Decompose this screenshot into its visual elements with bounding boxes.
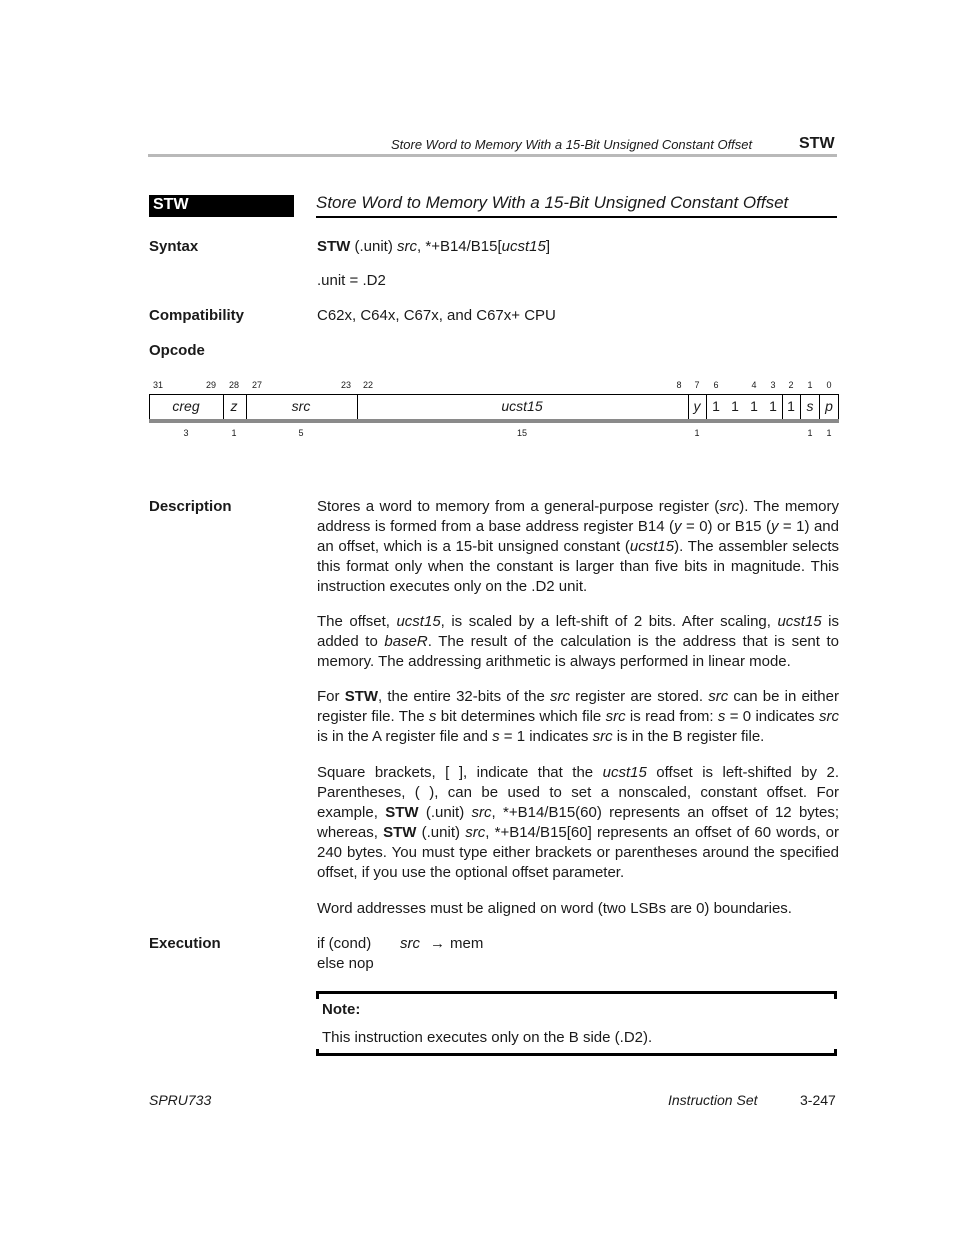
opcode-field-p: p bbox=[825, 398, 833, 414]
field-width: 1 bbox=[807, 428, 813, 438]
bit-number: 1 bbox=[807, 380, 813, 390]
arrow-icon: → bbox=[430, 935, 445, 952]
syntax-label: Syntax bbox=[149, 238, 199, 255]
note-title: Note: bbox=[322, 1001, 361, 1018]
compatibility-label: Compatibility bbox=[149, 307, 245, 324]
opcode-bottom-border bbox=[149, 419, 839, 423]
mnemonic-box bbox=[149, 195, 294, 217]
header-rule bbox=[148, 154, 837, 157]
syntax-unit-line: .unit = .D2 bbox=[317, 272, 386, 289]
execution-src: src bbox=[400, 935, 420, 952]
opcode-divider bbox=[223, 394, 224, 419]
note-bottom-rule bbox=[316, 1053, 837, 1056]
opcode-divider bbox=[246, 394, 247, 419]
field-width: 15 bbox=[516, 428, 528, 438]
opcode-field-z: z bbox=[230, 398, 238, 414]
note-corner bbox=[316, 1049, 319, 1056]
syntax-line bbox=[317, 238, 550, 255]
bit-number: 31 bbox=[152, 380, 164, 390]
opcode-divider bbox=[149, 394, 150, 419]
compatibility-value: C62x, C64x, C67x, and C67x+ CPU bbox=[317, 307, 556, 324]
field-width: 1 bbox=[694, 428, 700, 438]
opcode-field-ucst15: ucst15 bbox=[501, 398, 543, 414]
syntax-op: STW bbox=[317, 238, 351, 255]
opcode-top-border bbox=[149, 394, 839, 395]
syntax-close: ] bbox=[545, 238, 551, 255]
opcode-field-y: y bbox=[693, 398, 701, 414]
syntax-sep: , *+B14/B15[ bbox=[417, 238, 502, 255]
execution-dest: mem bbox=[450, 935, 484, 952]
field-width: 1 bbox=[826, 428, 832, 438]
syntax-src: src bbox=[397, 238, 418, 255]
syntax-unit: (.unit) bbox=[350, 238, 398, 255]
opcode-divider bbox=[706, 394, 707, 419]
opcode-field-s: s bbox=[806, 398, 814, 414]
opcode-divider bbox=[688, 394, 689, 419]
bit-number: 3 bbox=[770, 380, 776, 390]
bit-number: 22 bbox=[362, 380, 374, 390]
description-paragraph-5: Word addresses must be aligned on word (two LSBs are 0) boundaries. bbox=[317, 900, 792, 917]
bit-number: 2 bbox=[788, 380, 794, 390]
title-rule bbox=[316, 216, 837, 218]
bit-number: 0 bbox=[826, 380, 832, 390]
running-header-title: Store Word to Memory With a 15-Bit Unsigned Constant Offset bbox=[391, 137, 753, 152]
bit-number: 27 bbox=[251, 380, 263, 390]
opcode-field-bit: 1 bbox=[769, 398, 777, 414]
running-header-mnemonic: STW bbox=[799, 135, 835, 152]
execution-cond: if (cond) bbox=[317, 935, 372, 952]
note-corner bbox=[834, 991, 837, 999]
description-paragraph-1: Stores a word to memory from a general-purpose register (src). The memory address is formed from a base address register B14 (y = 0) or B15 (y = 1) and an offset, which is a 15-bit unsigned constant (ucst15). The assembler selects this format only when the constant is larger than five bits in magnitude. This instruction executes only on the .D2 unit. bbox=[317, 498, 839, 595]
opcode-divider bbox=[800, 394, 801, 419]
bit-number: 8 bbox=[676, 380, 682, 390]
opcode-label: Opcode bbox=[149, 342, 205, 359]
bit-number: 4 bbox=[751, 380, 757, 390]
footer-page-number: 3-247 bbox=[800, 1092, 836, 1108]
opcode-field-creg: creg bbox=[172, 398, 200, 414]
instruction-title: Store Word to Memory With a 15-Bit Unsigned Constant Offset bbox=[316, 193, 789, 212]
field-width: 5 bbox=[298, 428, 304, 438]
opcode-divider bbox=[357, 394, 358, 419]
description-paragraph-4: Square brackets, [ ], indicate that the ucst15 offset is left-shifted by 2. Parentheses, ( ), can be used to set a nonscaled, constant offset. For example, STW (.unit) src, *+B14/B15(60) represents an offset of 12 bytes; whereas, STW (.unit) src, *+B14/B15[60] represents an offset of 60 words, or 240 bytes. You must type either brackets or parentheses around the specified offset, if you use the optional offset parameter. bbox=[317, 764, 839, 881]
syntax-ucst: ucst15 bbox=[501, 238, 546, 255]
mnemonic-label: STW bbox=[153, 196, 189, 213]
field-width: 1 bbox=[231, 428, 237, 438]
footer-section: Instruction Set bbox=[668, 1092, 758, 1108]
description-paragraph-3: For STW, the entire 32-bits of the src register are stored. src can be in either register file. The s bit determines which file src is read from: s = 0 indicates src is in the A register file and s = 1 indicates src is in the B register file. bbox=[317, 688, 839, 745]
bit-number: 6 bbox=[713, 380, 719, 390]
bit-number: 23 bbox=[340, 380, 352, 390]
description-label: Description bbox=[149, 498, 232, 515]
opcode-field-bit: 1 bbox=[712, 398, 720, 414]
opcode-divider bbox=[819, 394, 820, 419]
bit-number: 29 bbox=[205, 380, 217, 390]
opcode-field-src: src bbox=[291, 398, 311, 414]
note-text: This instruction executes only on the B side (.D2). bbox=[322, 1029, 653, 1046]
field-width: 3 bbox=[183, 428, 189, 438]
execution-else: else nop bbox=[317, 955, 374, 972]
opcode-field-bit: 1 bbox=[750, 398, 758, 414]
opcode-divider bbox=[838, 394, 839, 419]
description-paragraph-2: The offset, ucst15, is scaled by a left-shift of 2 bits. After scaling, ucst15 is added to baseR. The result of the calculation is the address that is sent to memory. The addressing arithmetic is always performed in linear mode. bbox=[317, 613, 840, 670]
note-top-rule bbox=[316, 991, 837, 994]
opcode-field-bit: 1 bbox=[731, 398, 739, 414]
execution-label: Execution bbox=[149, 935, 221, 952]
footer-doc-number: SPRU733 bbox=[149, 1092, 212, 1108]
opcode-divider bbox=[782, 394, 783, 419]
opcode-field-bit: 1 bbox=[787, 398, 795, 414]
bit-number: 7 bbox=[694, 380, 700, 390]
note-corner bbox=[834, 1049, 837, 1056]
note-corner bbox=[316, 991, 319, 999]
bit-number: 28 bbox=[228, 380, 240, 390]
